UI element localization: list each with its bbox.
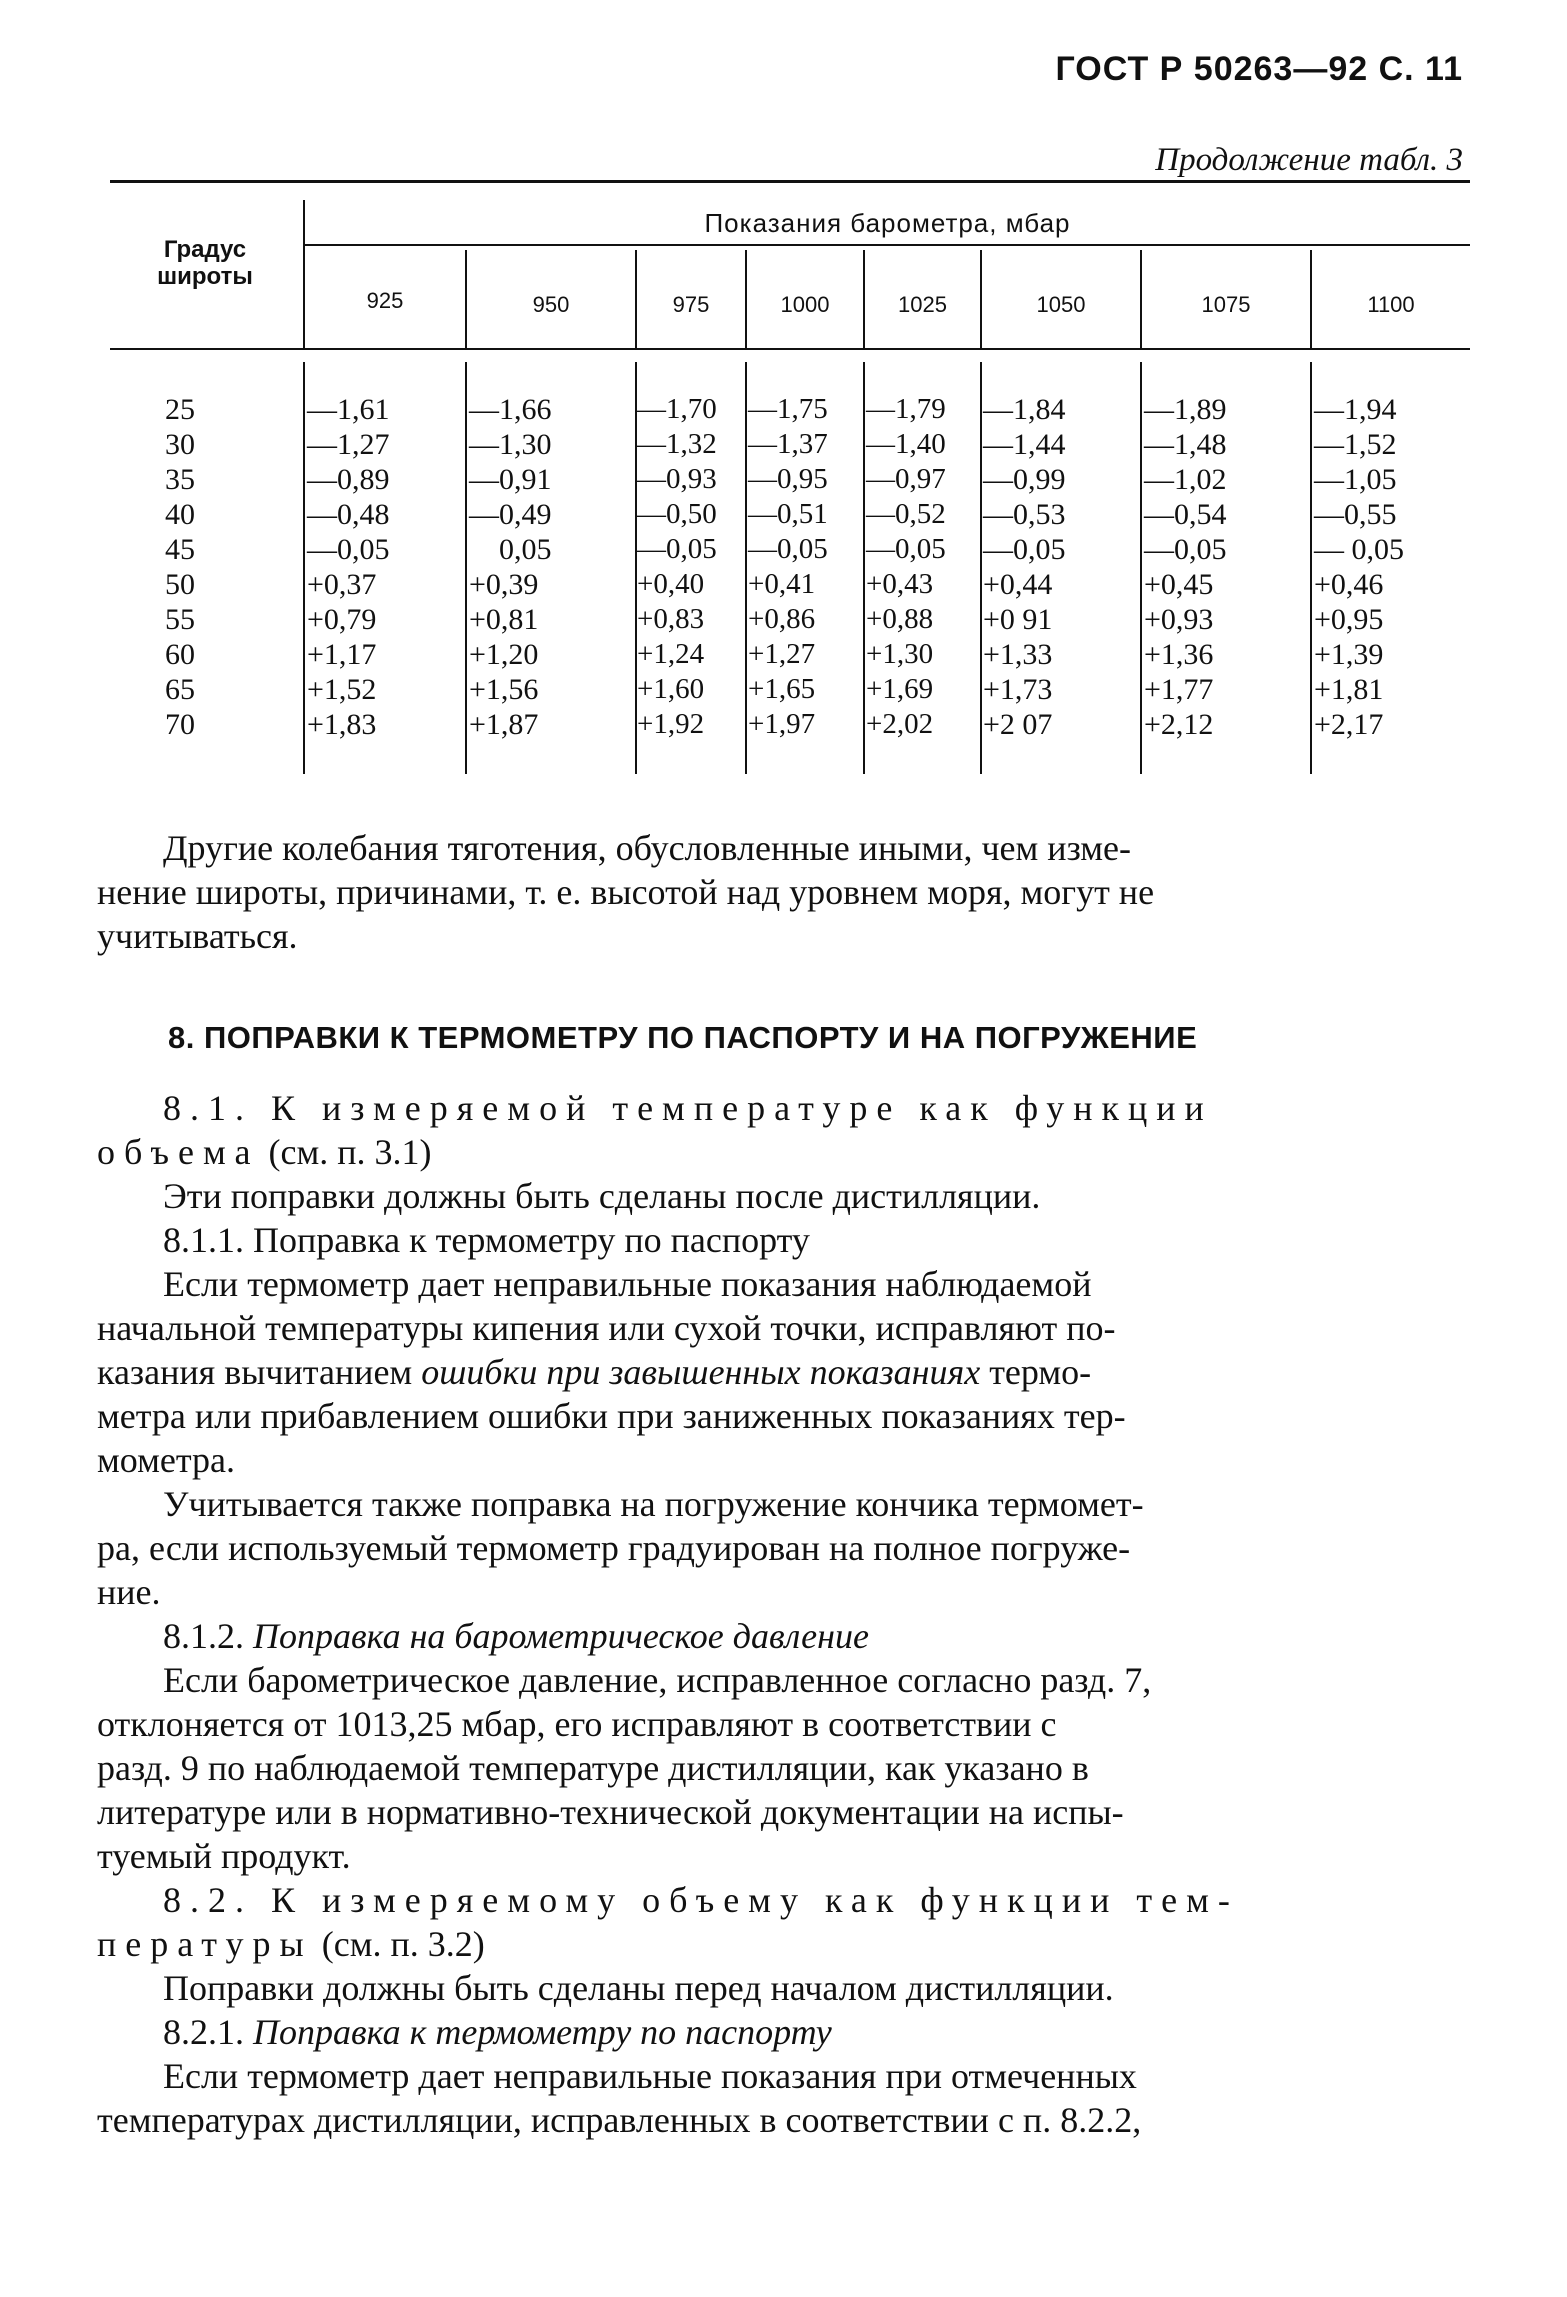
- value-cell: —0,05: [866, 533, 946, 565]
- text-line: учитываться.: [97, 916, 298, 956]
- table-top-rule: [110, 180, 1470, 183]
- value-cell: —1,40: [866, 428, 946, 460]
- value-cell: —0,05: [1144, 533, 1227, 566]
- value-cell: +1,77: [1144, 673, 1214, 706]
- pressure-header: 950: [532, 292, 570, 317]
- section-8-body: [97, 1086, 1470, 2142]
- value-column-950: [469, 392, 552, 742]
- value-cell: —0,99: [983, 463, 1066, 496]
- pressure-header: 1075: [1201, 292, 1251, 317]
- pressure-header: 1025: [898, 292, 947, 317]
- text-line: Эти поправки должны быть сделаны после дистилляции.: [163, 1176, 1041, 1216]
- barometer-group-header: Показания барометра, мбар: [704, 208, 1071, 238]
- value-cell: —1,48: [1144, 428, 1227, 461]
- latitude-cell: 30: [165, 428, 195, 461]
- value-cell: —1,61: [307, 393, 390, 426]
- value-cell: +0,37: [307, 568, 377, 601]
- subsection-8-2-heading: [97, 1878, 1470, 1922]
- text-run: (см. п. 3.1): [268, 1132, 432, 1172]
- value-cell: —1,70: [637, 393, 717, 425]
- latitude-cell: 70: [165, 708, 195, 741]
- value-cell: +1,92: [637, 708, 705, 740]
- text-run: казания вычитанием: [97, 1352, 422, 1392]
- value-cell: +0,46: [1314, 568, 1384, 601]
- value-cell: —0,05: [307, 533, 390, 566]
- value-cell: +0,88: [866, 603, 934, 635]
- text-run: ошибки при завышенных показаниях: [421, 1352, 981, 1392]
- text-run: 8.2.1.: [163, 2012, 253, 2052]
- value-cell: —1,44: [983, 428, 1066, 461]
- latitude-cell: 25: [165, 393, 195, 426]
- text-run: Поправка к термометру по паспорту: [253, 2012, 832, 2052]
- value-cell: +0,43: [866, 568, 934, 600]
- value-cell: +1,24: [637, 638, 705, 670]
- value-cell: —0,97: [866, 463, 946, 495]
- table-vline: [980, 362, 982, 774]
- value-cell: +2 07: [983, 708, 1053, 741]
- value-cell: +2,17: [1314, 708, 1384, 741]
- value-cell: —1,94: [1314, 393, 1397, 426]
- value-cell: +0,95: [1314, 603, 1384, 636]
- paragraph-gravity: [97, 826, 1470, 958]
- latitude-column: [130, 392, 230, 742]
- value-cell: +0,79: [307, 603, 377, 636]
- text-line: туемый продукт.: [97, 1836, 351, 1876]
- value-cell: +1,30: [866, 638, 934, 670]
- value-cell: +1,81: [1314, 673, 1384, 706]
- value-cell: —1,27: [307, 428, 390, 461]
- pressure-header: 1000: [780, 292, 830, 317]
- text-run: 8.1. К измеряемой температуре как функции: [163, 1088, 1213, 1128]
- value-cell: —0,55: [1314, 498, 1397, 531]
- section-title: 8. ПОПРАВКИ К ТЕРМОМЕТРУ ПО ПАСПОРТУ И НА ПОГРУЖЕНИЕ: [168, 1020, 1198, 1055]
- value-cell: +0,44: [983, 568, 1053, 601]
- text-run: (см. п. 3.2): [321, 1924, 485, 1964]
- text-line: Учитывается также поправка на погружение кончика термомет-: [163, 1484, 1144, 1524]
- value-cell: —1,66: [469, 393, 552, 426]
- text-line: [97, 1350, 1470, 1394]
- latitude-header: [125, 236, 285, 290]
- value-cell: —1,52: [1314, 428, 1397, 461]
- latitude-header-line: широты: [157, 263, 253, 290]
- value-cell: +0,39: [469, 568, 539, 601]
- value-cell: +0,41: [748, 568, 816, 600]
- subsection-8-1-heading-cont: [97, 1130, 1470, 1174]
- page-header: ГОСТ Р 50263—92 С. 11: [1055, 50, 1463, 88]
- table-vline: [863, 362, 865, 774]
- value-column-1050: [983, 392, 1066, 742]
- value-cell: —1,05: [1314, 463, 1397, 496]
- value-column-1000: [748, 392, 828, 742]
- latitude-header-line: Градус: [163, 236, 247, 263]
- value-cell: —1,84: [983, 393, 1066, 426]
- text-line: температурах дистилляции, исправленных в соответствии с п. 8.2.2,: [97, 2100, 1142, 2140]
- latitude-cell: 55: [165, 603, 195, 636]
- value-column-1075: [1144, 392, 1227, 742]
- text-line: Если барометрическое давление, исправленное согласно разд. 7,: [163, 1660, 1152, 1700]
- value-cell: +0,93: [1144, 603, 1214, 636]
- value-cell: +0,83: [637, 603, 705, 635]
- value-cell: —0,95: [748, 463, 828, 495]
- text-line: литературе или в нормативно-технической документации на испы-: [97, 1792, 1124, 1832]
- value-cell: +0,81: [469, 603, 539, 636]
- value-cell: +1,20: [469, 638, 539, 671]
- text-line: нение широты, причинами, т. е. высотой над уровнем моря, могут не: [97, 872, 1155, 912]
- value-cell: 0,05: [499, 533, 552, 566]
- value-cell: +1,17: [307, 638, 377, 671]
- value-cell: —1,37: [748, 428, 828, 460]
- value-cell: —0,53: [983, 498, 1066, 531]
- subsection-8-1-heading: [97, 1086, 1470, 1130]
- value-cell: —1,75: [748, 393, 828, 425]
- subsection-8-1-2-heading: [97, 1614, 1470, 1658]
- text-run: 8.1.2.: [163, 1616, 253, 1656]
- table-vline: [1310, 362, 1312, 774]
- value-cell: —0,52: [866, 498, 946, 530]
- text-line: ние.: [97, 1572, 161, 1612]
- value-cell: —0,91: [469, 463, 552, 496]
- value-cell: —0,49: [469, 498, 552, 531]
- value-cell: — 0,05: [1314, 533, 1404, 566]
- value-cell: +0 91: [983, 603, 1053, 636]
- value-cell: +0,40: [637, 568, 705, 600]
- latitude-cell: 35: [165, 463, 195, 496]
- value-cell: +1,87: [469, 708, 539, 741]
- value-column-925: [307, 392, 390, 742]
- subsection-8-2-heading-cont: [97, 1922, 1470, 1966]
- value-cell: +1,69: [866, 673, 934, 705]
- value-cell: +1,52: [307, 673, 377, 706]
- value-cell: +1,36: [1144, 638, 1214, 671]
- value-cell: +2,12: [1144, 708, 1214, 741]
- value-cell: +1,56: [469, 673, 539, 706]
- text-run: объема: [97, 1132, 260, 1172]
- value-cell: —0,50: [637, 498, 717, 530]
- subsection-8-2-1-heading: [97, 2010, 1470, 2054]
- value-cell: —1,30: [469, 428, 552, 461]
- value-cell: +1,73: [983, 673, 1053, 706]
- text-line: Другие колебания тяготения, обусловленные иными, чем изме-: [163, 828, 1132, 868]
- value-cell: +1,97: [748, 708, 816, 740]
- value-column-1100: [1314, 392, 1404, 742]
- value-cell: —0,93: [637, 463, 717, 495]
- text-line: ра, если используемый термометр градуирован на полное погруже-: [97, 1528, 1131, 1568]
- value-cell: +1,39: [1314, 638, 1384, 671]
- value-cell: —0,05: [748, 533, 828, 565]
- value-cell: —0,51: [748, 498, 828, 530]
- latitude-cell: 50: [165, 568, 195, 601]
- text-run: пературы: [97, 1924, 313, 1964]
- text-line: отклоняется от 1013,25 мбар, его исправляют в соответствии с: [97, 1704, 1057, 1744]
- value-cell: —1,89: [1144, 393, 1227, 426]
- pressure-header: 975: [672, 292, 710, 317]
- group-header-rule: [303, 244, 1470, 246]
- value-column-975: [637, 392, 717, 742]
- table-vline: [303, 362, 305, 774]
- value-cell: +1,60: [637, 673, 705, 705]
- value-cell: +0,86: [748, 603, 816, 635]
- latitude-cell: 60: [165, 638, 195, 671]
- text-line: метра или прибавлением ошибки при заниженных показаниях тер-: [97, 1396, 1126, 1436]
- latitude-cell: 40: [165, 498, 195, 531]
- value-cell: —1,79: [866, 393, 946, 425]
- pressure-header: 1100: [1367, 292, 1415, 317]
- text-line: разд. 9 по наблюдаемой температуре дистилляции, как указано в: [97, 1748, 1089, 1788]
- value-cell: —0,54: [1144, 498, 1227, 531]
- value-cell: +2,02: [866, 708, 934, 740]
- subsection-8-1-1-heading: 8.1.1. Поправка к термометру по паспорту: [163, 1220, 810, 1260]
- text-line: начальной температуры кипения или сухой точки, исправляют по-: [97, 1308, 1116, 1348]
- value-cell: —0,89: [307, 463, 390, 496]
- value-cell: —0,05: [983, 533, 1066, 566]
- text-run: термо-: [980, 1352, 1092, 1392]
- value-cell: —0,05: [637, 533, 717, 565]
- value-cell: +0,45: [1144, 568, 1214, 601]
- latitude-cell: 45: [165, 533, 195, 566]
- value-cell: +1,65: [748, 673, 816, 705]
- text-line: Если термометр дает неправильные показания при отмеченных: [163, 2056, 1137, 2096]
- header-bottom-rule: [110, 348, 1470, 350]
- table-vline: [1140, 362, 1142, 774]
- value-cell: +1,27: [748, 638, 816, 670]
- value-column-1025: [866, 392, 946, 742]
- latitude-cell: 65: [165, 673, 195, 706]
- value-cell: +1,33: [983, 638, 1053, 671]
- table-vline: [745, 362, 747, 774]
- pressure-header: 1050: [1036, 292, 1086, 317]
- value-cell: —1,02: [1144, 463, 1227, 496]
- value-cell: —1,32: [637, 428, 717, 460]
- text-line: мометра.: [97, 1440, 236, 1480]
- text-run: 8.2. К измеряемому объему как функции тем-: [163, 1880, 1239, 1920]
- text-line: Если термометр дает неправильные показания наблюдаемой: [163, 1264, 1092, 1304]
- pressure-header: 925: [366, 288, 404, 313]
- text-run: Поправка на барометрическое давление: [253, 1616, 869, 1656]
- text-line: Поправки должны быть сделаны перед началом дистилляции.: [163, 1968, 1114, 2008]
- table-vline: [465, 362, 467, 774]
- value-cell: —0,48: [307, 498, 390, 531]
- table-caption: Продолжение табл. 3: [1155, 142, 1463, 178]
- value-cell: +1,83: [307, 708, 377, 741]
